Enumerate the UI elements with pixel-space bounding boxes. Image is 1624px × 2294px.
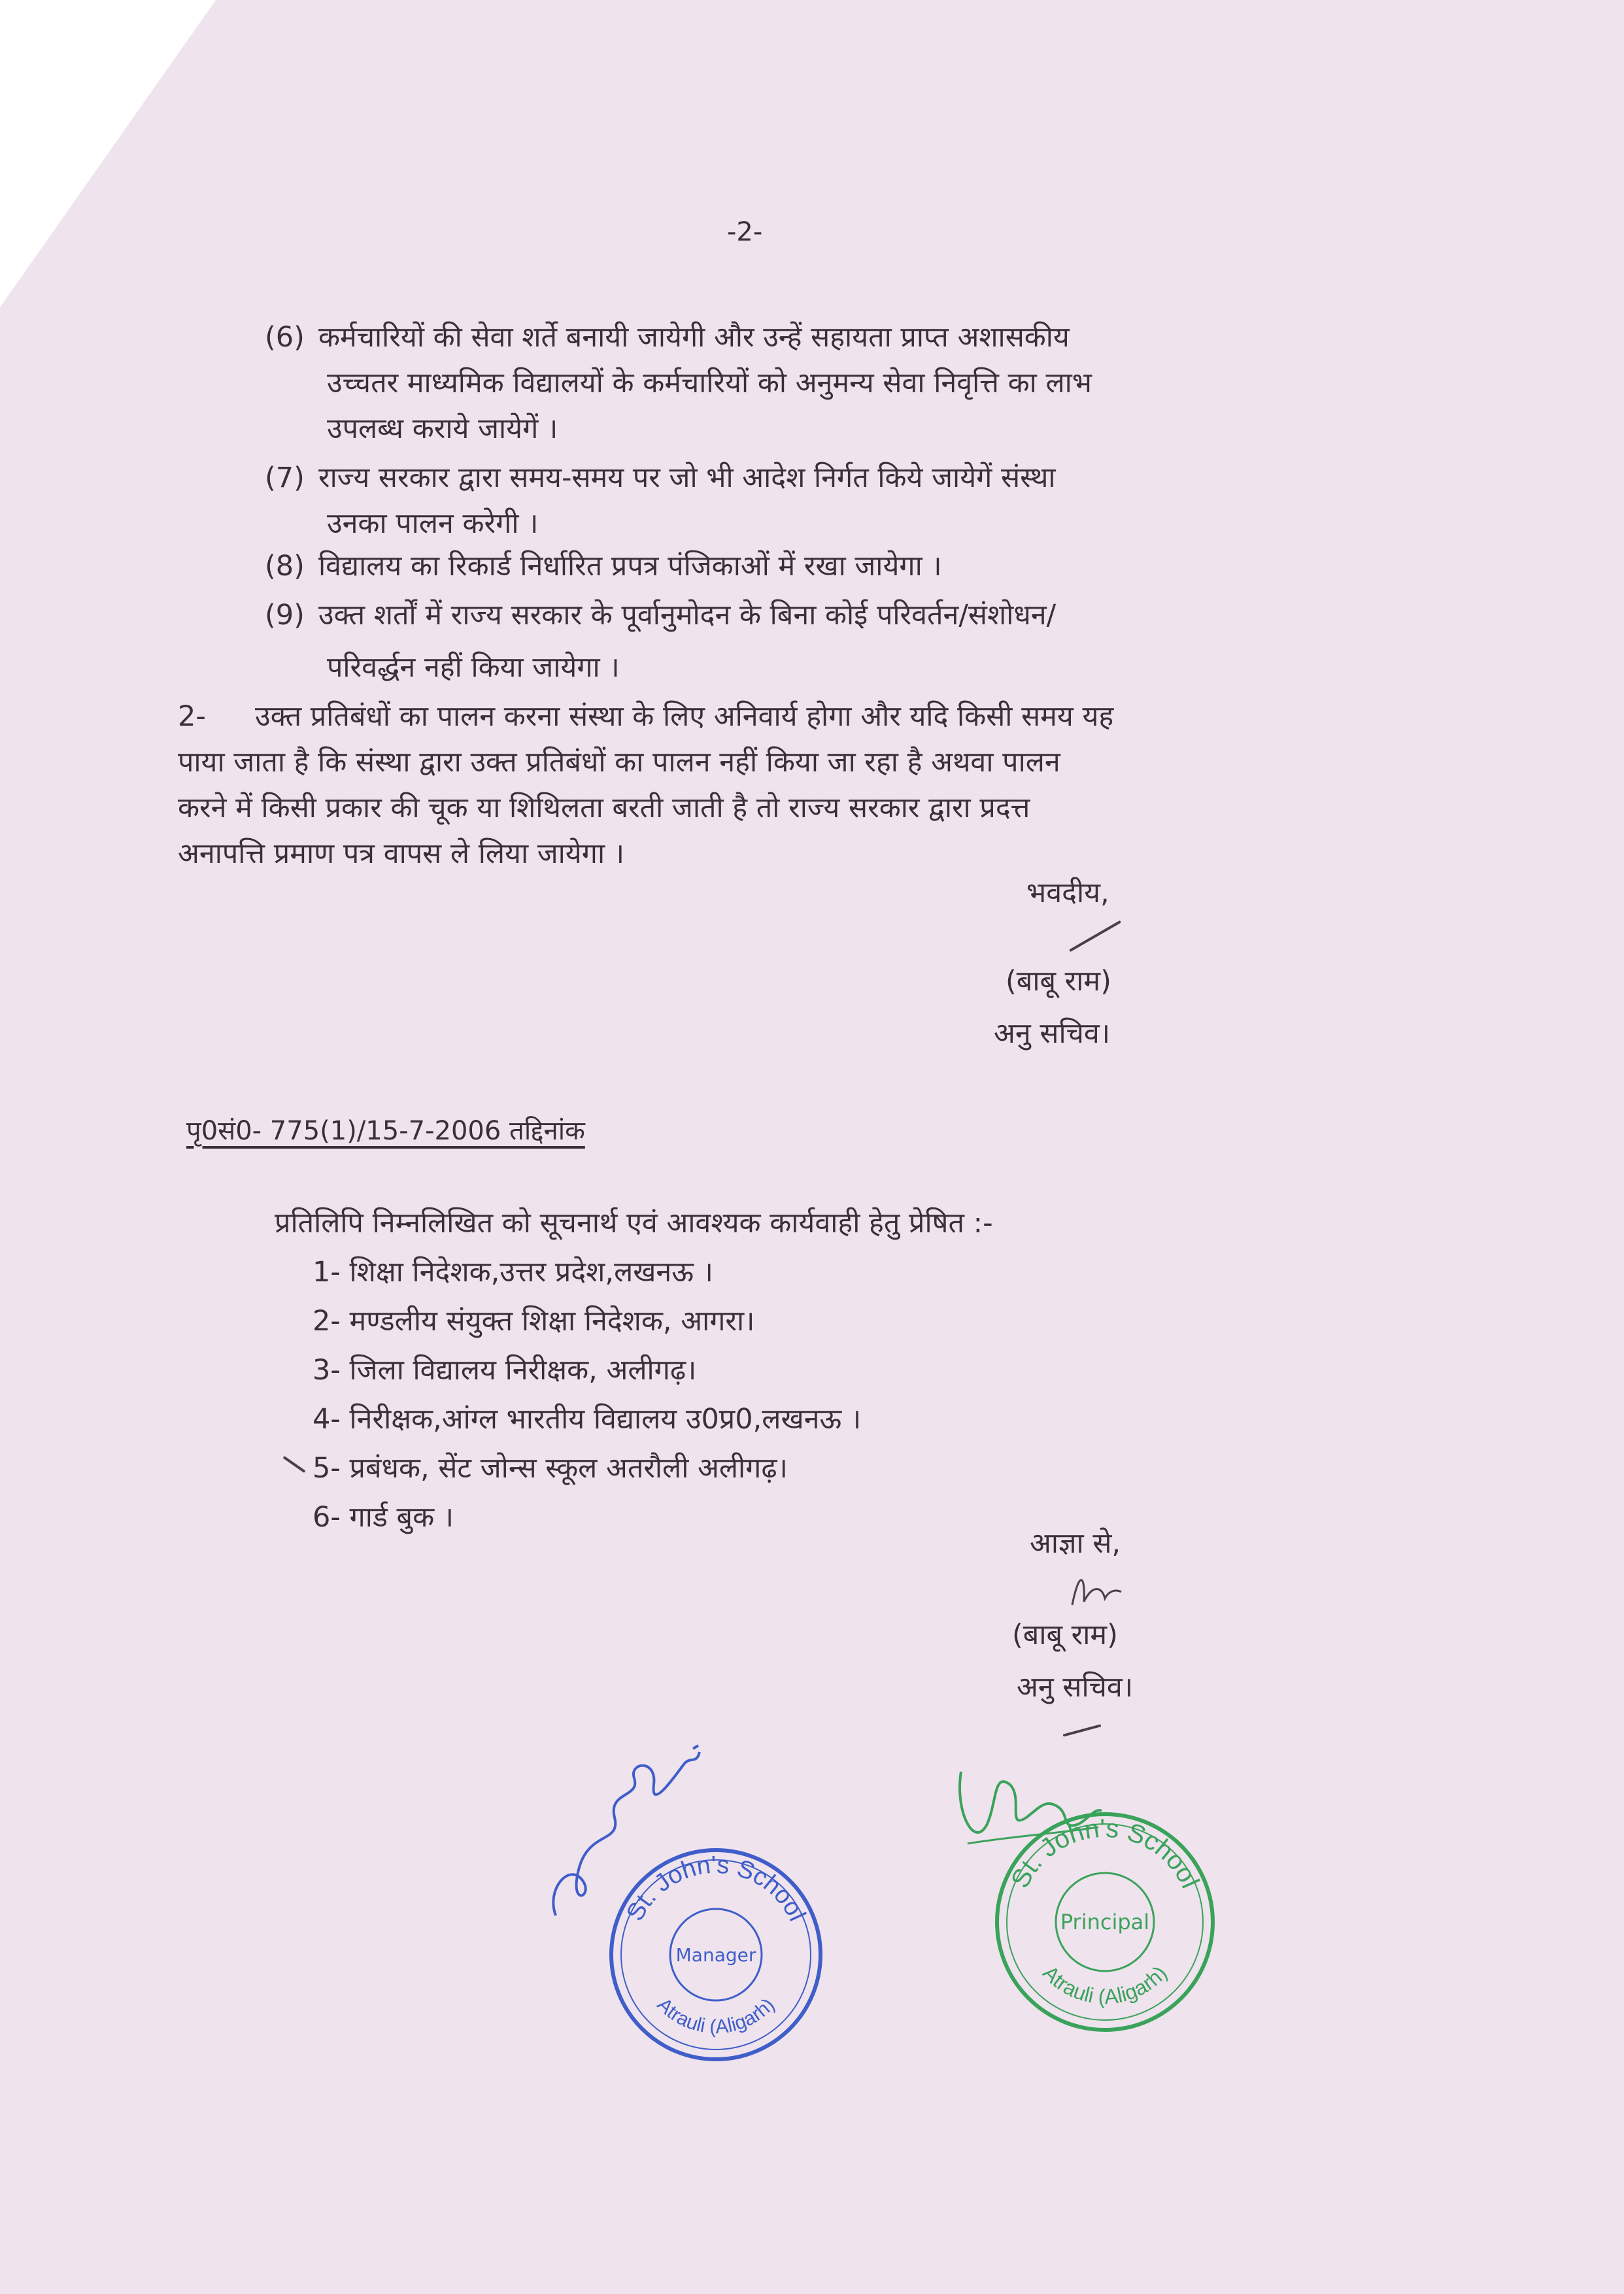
condition-6-number: (6) — [265, 321, 305, 354]
condition-6-line-1: कर्मचारियों की सेवा शर्ते बनायी जायेगी और उन्हें सहायता प्राप्त अशासकीय — [318, 321, 1070, 354]
signoff-1-name: (बाबू राम) — [1006, 965, 1111, 998]
signoff-2-tick-mark — [1063, 1724, 1102, 1736]
signoff-1-designation: अनु सचिव। — [994, 1017, 1111, 1050]
copy-list-item-4: 4- निरीक्षक,आंग्ल भारतीय विद्यालय उ0प्र0,लखनऊ । — [313, 1403, 862, 1436]
condition-7-number: (7) — [265, 462, 305, 494]
signoff-2-designation: अनु सचिव। — [1017, 1671, 1134, 1704]
reference-number: पृ0सं0- 775(1)/15-7-2006 तद्दिनांक — [186, 1116, 585, 1146]
copy-intro: प्रतिलिपि निम्नलिखित को सूचनार्थ एवं आवश्यक कार्यवाही हेतु प्रेषित :- — [275, 1207, 993, 1240]
manager-seal-top-text: St. John's School — [621, 1851, 811, 1926]
signoff-1-tick-mark — [1069, 920, 1121, 952]
condition-9-line-1: उक्त शर्तों में राज्य सरकार के पूर्वानुमोदन के बिना कोई परिवर्तन/संशोधन/ — [318, 599, 1057, 632]
svg-text:Atrauli (Aligarh) — [1038, 1961, 1172, 2008]
copy-list-item-3: 3- जिला विद्यालय निरीक्षक, अलीगढ़। — [313, 1354, 697, 1387]
svg-text:St. John's School — [1006, 1814, 1204, 1893]
signoff-2-initials-signature — [1066, 1566, 1125, 1611]
condition-6-line-3: उपलब्ध कराये जायेगें । — [327, 413, 558, 445]
signoff-2-salutation: आज्ञा से, — [1030, 1527, 1121, 1560]
condition-8-line-1: विद्यालय का रिकार्ड निर्धारित प्रपत्र पंजिकाओं में रखा जायेगा । — [318, 550, 942, 582]
paragraph-2-line-1: उक्त प्रतिबंधों का पालन करना संस्था के लिए अनिवार्य होगा और यदि किसी समय यह — [255, 700, 1114, 733]
paragraph-2-line-2: पाया जाता है कि संस्था द्वारा उक्त प्रतिबंधों का पालन नहीं किया जा रहा है अथवा पालन — [178, 746, 1060, 779]
copy-list-tick-mark — [282, 1456, 305, 1473]
svg-text:St. John's School — [621, 1851, 811, 1926]
copy-list-item-2: 2- मण्डलीय संयुक्त शिक्षा निदेशक, आगरा। — [313, 1305, 755, 1338]
signoff-2-name: (बाबू राम) — [1012, 1619, 1118, 1651]
folded-corner — [0, 0, 216, 307]
copy-list-item-6: 6- गार्ड बुक । — [313, 1501, 454, 1534]
condition-7-line-2: उनका पालन करेगी । — [327, 507, 539, 540]
condition-7-line-1: राज्य सरकार द्वारा समय-समय पर जो भी आदेश निर्गत किये जायेगें संस्था — [318, 462, 1056, 494]
paragraph-2-line-4: अनापत्ति प्रमाण पत्र वापस ले लिया जायेगा । — [178, 837, 625, 870]
copy-list-item-1: 1- शिक्षा निदेशक,उत्तर प्रदेश,लखनऊ । — [313, 1256, 713, 1289]
signoff-1-salutation: भवदीय, — [1026, 877, 1109, 909]
principal-seal-bottom-text: Atrauli (Aligarh) — [1038, 1961, 1172, 2009]
condition-6-line-2: उच्चतर माध्यमिक विद्यालयों के कर्मचारियों को अनुमन्य सेवा निवृत्ति का लाभ — [327, 367, 1092, 399]
condition-9-number: (9) — [265, 599, 305, 632]
condition-8-number: (8) — [265, 550, 305, 582]
condition-9-line-2: परिवर्द्धन नहीं किया जायेगा । — [327, 651, 620, 684]
principal-seal — [990, 1808, 1219, 2036]
manager-seal — [605, 1844, 827, 2066]
principal-seal-label: Principal — [1060, 1910, 1150, 1934]
manager-seal-bottom-text: Atrauli (Aligarh) — [652, 1993, 779, 2038]
manager-seal-label: Manager — [675, 1944, 756, 1966]
principal-seal-top-text: St. John's School — [1006, 1813, 1205, 1893]
page-number: -2- — [727, 217, 763, 247]
paragraph-2-number: 2- — [178, 700, 206, 733]
copy-list-item-5: 5- प्रबंधक, सेंट जोन्स स्कूल अतरौली अलीगढ़। — [313, 1452, 788, 1485]
paragraph-2-line-3: करने में किसी प्रकार की चूक या शिथिलता बरती जाती है तो राज्य सरकार द्वारा प्रदत्त — [178, 792, 1030, 824]
